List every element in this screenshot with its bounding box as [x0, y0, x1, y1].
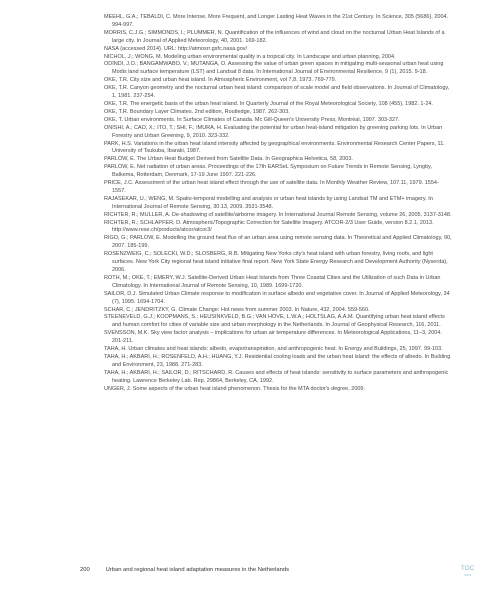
reference-entry: SAILOR, D.J. Simulated Urban Climate response to modification in surface albedo and vegetative cover. In Journal of Applied Meteorology, 34 (7), 1995. 1694-1704. [104, 290, 450, 305]
reference-entry: MEEHL, G.A.; TEBALDI, C. More Intense, More Frequent, and Longer Lasting Heat Waves in the 21st Century. In Science, 305 (5686), 2004. 994-997. [104, 14, 449, 28]
reference-entry: STEENEVELD, G.J.; KOOPMANS, S.; HEUSINKVELD, B.G.; VAN HOVE, L.W.A.; HOLTSLAG, A.A.M. Quantifying urban heat island effects and human comfort for cities of variable size and urban morphology in the Netherlands. In Journal of Geophysical Research, 116, 2011. [104, 314, 445, 329]
reference-entry: RIGO, G.; PARLOW, E. Modelling the ground heat flux of an urban area using remote sensing data. In Theoretical and Applied Climatology, 90, 2007. 185-199. [104, 235, 452, 250]
toc-label: TOC [461, 566, 475, 572]
reference-list [104, 14, 452, 394]
reference-entry: RICHTER, R.; SCHLAPFER, D. Atmospheric/Topographic Correction for Satellite Imagery. ATCOR-2/3 User Guide, version 8.2.1, 2013. http://www.rese.ch/products/atcor/atcor3/ [104, 219, 434, 234]
reference-entry: MORRIS, C.J.G.; SIMMONDS, I.; PLUMMER, N. Quantification of the influences of wind and cloud on the nocturnal Urban Heat Islands of a large city. In Journal of Applied Meteorology, 40, 2001. 169-182. [104, 29, 445, 44]
reference-entry: ODINDI, J.O.; BANGAMWABO, V.; MUTANGA, O. Assessing the value of urban green spaces in mitigating multi-seasonal urban heat using Modis land surface temperature (LST) and Landsat 8 data. In International Journal of Environmental Resilience, 9 (1), 2015. 9-18. [104, 61, 444, 76]
toc-dots-icon: ••••• [464, 572, 472, 577]
reference-entry: PARK, H.S. Variations in the urban heat island intensity affected by geographical environments. Environmental Research Center Papers, 11. University of Tsukuba, Ibaraki, 1987. [104, 140, 445, 155]
reference-entry: PRICE, J.C. Assessment of the urban heat island effect through the use of satellite data. In Monthly Weather Review, 107.11, 1979. 1554-1557. [104, 180, 439, 194]
reference-entry: OKE, T.R. City size and urban heat island. In Atmospheric Environment, vol 7,8, 1973. 769-779. [104, 77, 337, 84]
reference-entry: OKE, T.R. The energetic basis of the urban heat island. In Quarterly Journal of the Royal Meteorological Society, 108 (455), 1982. 1-24. [104, 100, 433, 107]
reference-entry: ROSENZWEIG, C.; SOLECKI, W.D.; SLOSBERG, R.B. Mitigating New Yorks city's heat island with urban forestry, living roofs, and light surfaces. New York City regional heat island initiative final report. New York State Energy Research and Development Authority (Nyserda), 2006. [104, 251, 448, 273]
reference-entry: OKE, T.R. Canyon geometry and the nocturnal urban heat island: comparison of scale model and field observations. In Journal of Climatology, 1, 1981. 237-254. [104, 85, 450, 100]
reference-entry: ROTH, M.; OKE, T.; EMERY, W.J. Satellite-Derived Urban Heat Islands from Three Coastal Cities and the Utilization of such Data in Urban Climatology. In International Journal of Remote Sensing, 10, 1989. 1699-1720. [104, 274, 441, 289]
running-title: Urban and regional heat island adaptation measures in the Netherlands [105, 567, 289, 573]
reference-entry: SCHAR, C.; JENDRITZKY, G. Climate Change: Hot news from summer 2003. In Nature, 432, 2004. 559-560. [104, 306, 370, 313]
reference-entry: TAHA, H. Urban climates and heat islands: albedo, evapotranspiration, and anthropogenic heat. In Energy and Buildings, 25, 1997. 99-103. [104, 346, 443, 353]
reference-entry: OKE, T.R. Boundary Layer Climates. 2nd edition, Routledge, 1987. 262-303. [104, 108, 290, 115]
page-number: 200 [80, 567, 90, 573]
reference-entry: UNGER, J. Some aspects of the urban heat island phenomenon. Thesis for the MTA doctor's degree, 2009. [104, 385, 366, 392]
reference-entry: OKE, T. Urban environments. In Surface Climates of Canada. Mc Gill-Queen's University Press, Montréal, 1997. 303-327. [104, 116, 400, 123]
reference-entry: SVENSSON, M.K. Sky view factor analysis – implications for urban air temperature differences. In Meteorological Applications, 11–3, 2004. 201-211. [104, 330, 442, 345]
reference-entry: TAHA, H.; AKBARI, H.; SAILOR, D.; RITSCHARD, R. Causes and effects of heat islands: sensitivity to surface parameters and anthropogenic heating. Lawrence Berkeley Lab. Rep. 29864, Berkeley, CA, 1992. [104, 369, 449, 384]
reference-entry: NICHOL, J.; WONG, M. Modeling urban environmental quality in a tropical city. In Landscape and urban planning, 2004. [104, 53, 396, 60]
reference-entry: ONISHI, A.; CAO, X.; ITO, T.; SHI, F.; IMURA, H. Evaluating the potential for urban heat-island mitigation by greening parking lots. In Urban Forestry and Urban Greening, 9, 2010. 323-332. [104, 124, 443, 139]
reference-entry: PARLOW, E. The Urban Heat Budget Derived from Satellite Data. In Geographica Helvetica, 58, 2003. [104, 156, 353, 163]
reference-entry: RICHTER, R.; MULLER, A. De-shadowing of satellite/airborne imagery. In International Journal Remote Sensing, volume 26, 2005. 3137-3148. [104, 211, 452, 218]
toc-link[interactable] [461, 566, 474, 578]
page-footer [80, 567, 289, 573]
reference-entry: NASA (accessed 2014). URL: http://atmosrr.gsfc.nasa.gov/ [104, 45, 248, 52]
reference-entry: TAHA, H.; AKBARI, H.; ROSENFELD, A.H.; HUANG, Y.J. Residential cooling loads and the urban heat island: the effects of albedo. In Building and Environment, 23, 1988. 271-283. [104, 353, 451, 368]
reference-entry: RAJASEKAR, U.; WENG, M. Spatio-temporal modelling and analysis or urban heat islands by using Landsat TM and ETM+ imagery. In International Journal of Remote Sensing, 30.13, 2009. 3531-3548. [104, 195, 433, 210]
reference-entry: PARLOW, E. Net radiation of urban areas. Proceedings of the 17th EARSeL Symposium on Future Trends in Remote Sensing, Lyngby, Balkema, Rotterdam, Denmark, 17-19 June 1997. 221-226. [104, 164, 433, 179]
